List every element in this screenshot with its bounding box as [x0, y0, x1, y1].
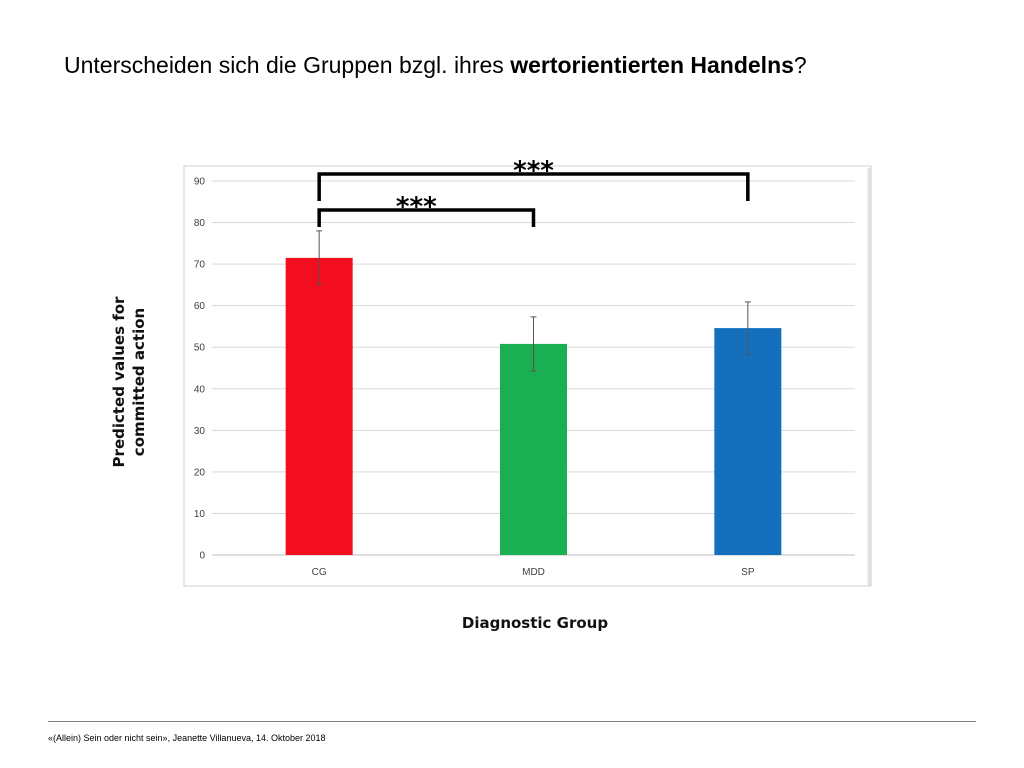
y-axis-title: Predicted values for committed action: [110, 296, 148, 468]
y-tick-label: 20: [193, 467, 205, 479]
y-tick-label: 80: [193, 218, 205, 230]
x-tick-label-cg: CG: [311, 567, 327, 578]
bar-sp: [714, 328, 781, 555]
slide-title-emphasis: wertorientierten Handelns: [510, 52, 794, 78]
x-tick-label-mdd: MDD: [522, 567, 545, 578]
x-axis-title: Diagnostic Group: [461, 614, 609, 632]
y-tick-label: 30: [193, 425, 205, 437]
significance-label: ***: [513, 156, 554, 186]
slide-title-suffix: ?: [793, 52, 807, 78]
y-tick-label: 40: [193, 384, 205, 396]
slide-title-prefix: Unterscheiden sich die Gruppen bzgl. ihres: [64, 52, 511, 78]
y-tick-label: 0: [199, 550, 205, 562]
y-tick-label: 50: [193, 342, 205, 354]
footer-citation: «(Allein) Sein oder nicht sein», Jeanette Villanueva, 14. Oktober 2018: [48, 733, 326, 743]
x-tick-label-sp: SP: [741, 567, 755, 578]
bar-mdd: [500, 344, 567, 555]
y-tick-label: 90: [193, 176, 205, 188]
bar-cg: [286, 258, 353, 555]
footer-divider: [48, 721, 976, 722]
y-tick-label: 10: [193, 508, 205, 520]
y-tick-label: 70: [193, 259, 205, 271]
y-tick-label: 60: [193, 301, 205, 313]
significance-label: ***: [395, 192, 437, 222]
